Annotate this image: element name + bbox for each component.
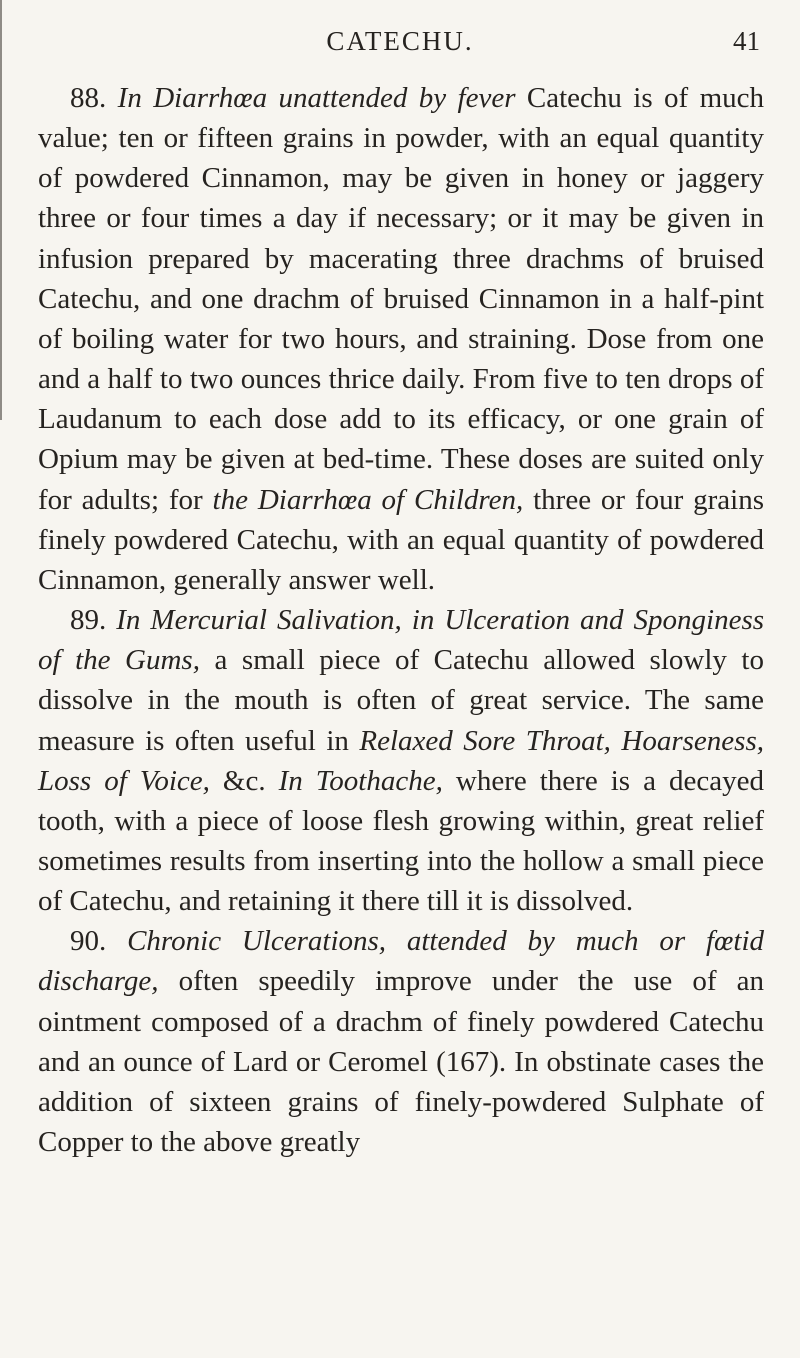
page-edge-shadow [0, 0, 6, 420]
italic-phrase: In Toothache, [278, 764, 443, 797]
page-header [40, 20, 760, 60]
italic-phrase: In Mercurial Salivation, in Ulceration and Sponginess of the Gums, [38, 604, 765, 677]
text-run: &c. [209, 764, 279, 797]
text-run: often speedily improve under the use of an ointment composed of a drachm of finely powdered Catechu and an ounce of Lard or Ceromel (167). In obstinate cases the addition of sixteen grains of finely-powdered Sulphate of Copper to the above greatly [38, 965, 764, 1159]
page-number: 41 [733, 26, 760, 56]
paragraph-90 [38, 921, 764, 1162]
text-run: three or four grains finely powdered Catechu, with an equal quantity of powdered Cinnamon, generally answer well. [38, 483, 764, 596]
paragraph-89 [38, 600, 764, 921]
text-run: where there is a decayed tooth, with a piece of loose flesh growing within, great relief sometimes results from inserting into the hollow a small piece of Catechu, and retaining it there till it is dissolved. [38, 764, 764, 918]
italic-phrase: In Diarrhœa unattended by fever [117, 82, 516, 114]
italic-phrase: Chronic Ulcerations, attended by much or fœtid discharge, [38, 925, 764, 998]
paragraph-number: 88. [70, 82, 118, 114]
text-run: a small piece of Catechu allowed slowly to dissolve in the mouth is often of great service. The same measure is often useful in [38, 644, 764, 757]
body-text [38, 78, 764, 1162]
text-run: Catechu is of much value; ten or fifteen grains in powder, with an equal quantity of powdered Cinnamon, may be given in honey or jaggery three or four times a day if necessary; or it may be given in infusion prepared by macerating three drachms of bruised Catechu, and one drachm of bruised Cinnamon in a half-pint of boiling water for two hours, and straining. Dose from one and a half to two ounces thrice daily. From five to ten drops of Laudanum to each dose add to its efficacy, or one grain of Opium may be given at bed-time. These doses are suited only for adults; for [38, 82, 765, 516]
italic-phrase: Relaxed Sore Throat, Hoarseness, Loss of Voice, [38, 724, 764, 797]
paragraph-number: 89. [70, 604, 117, 637]
italic-phrase: the Diarrhœa of Children, [212, 483, 524, 516]
paragraph-88 [38, 78, 764, 600]
paragraph-number: 90. [70, 925, 128, 958]
running-title: CATECHU. [326, 26, 474, 56]
